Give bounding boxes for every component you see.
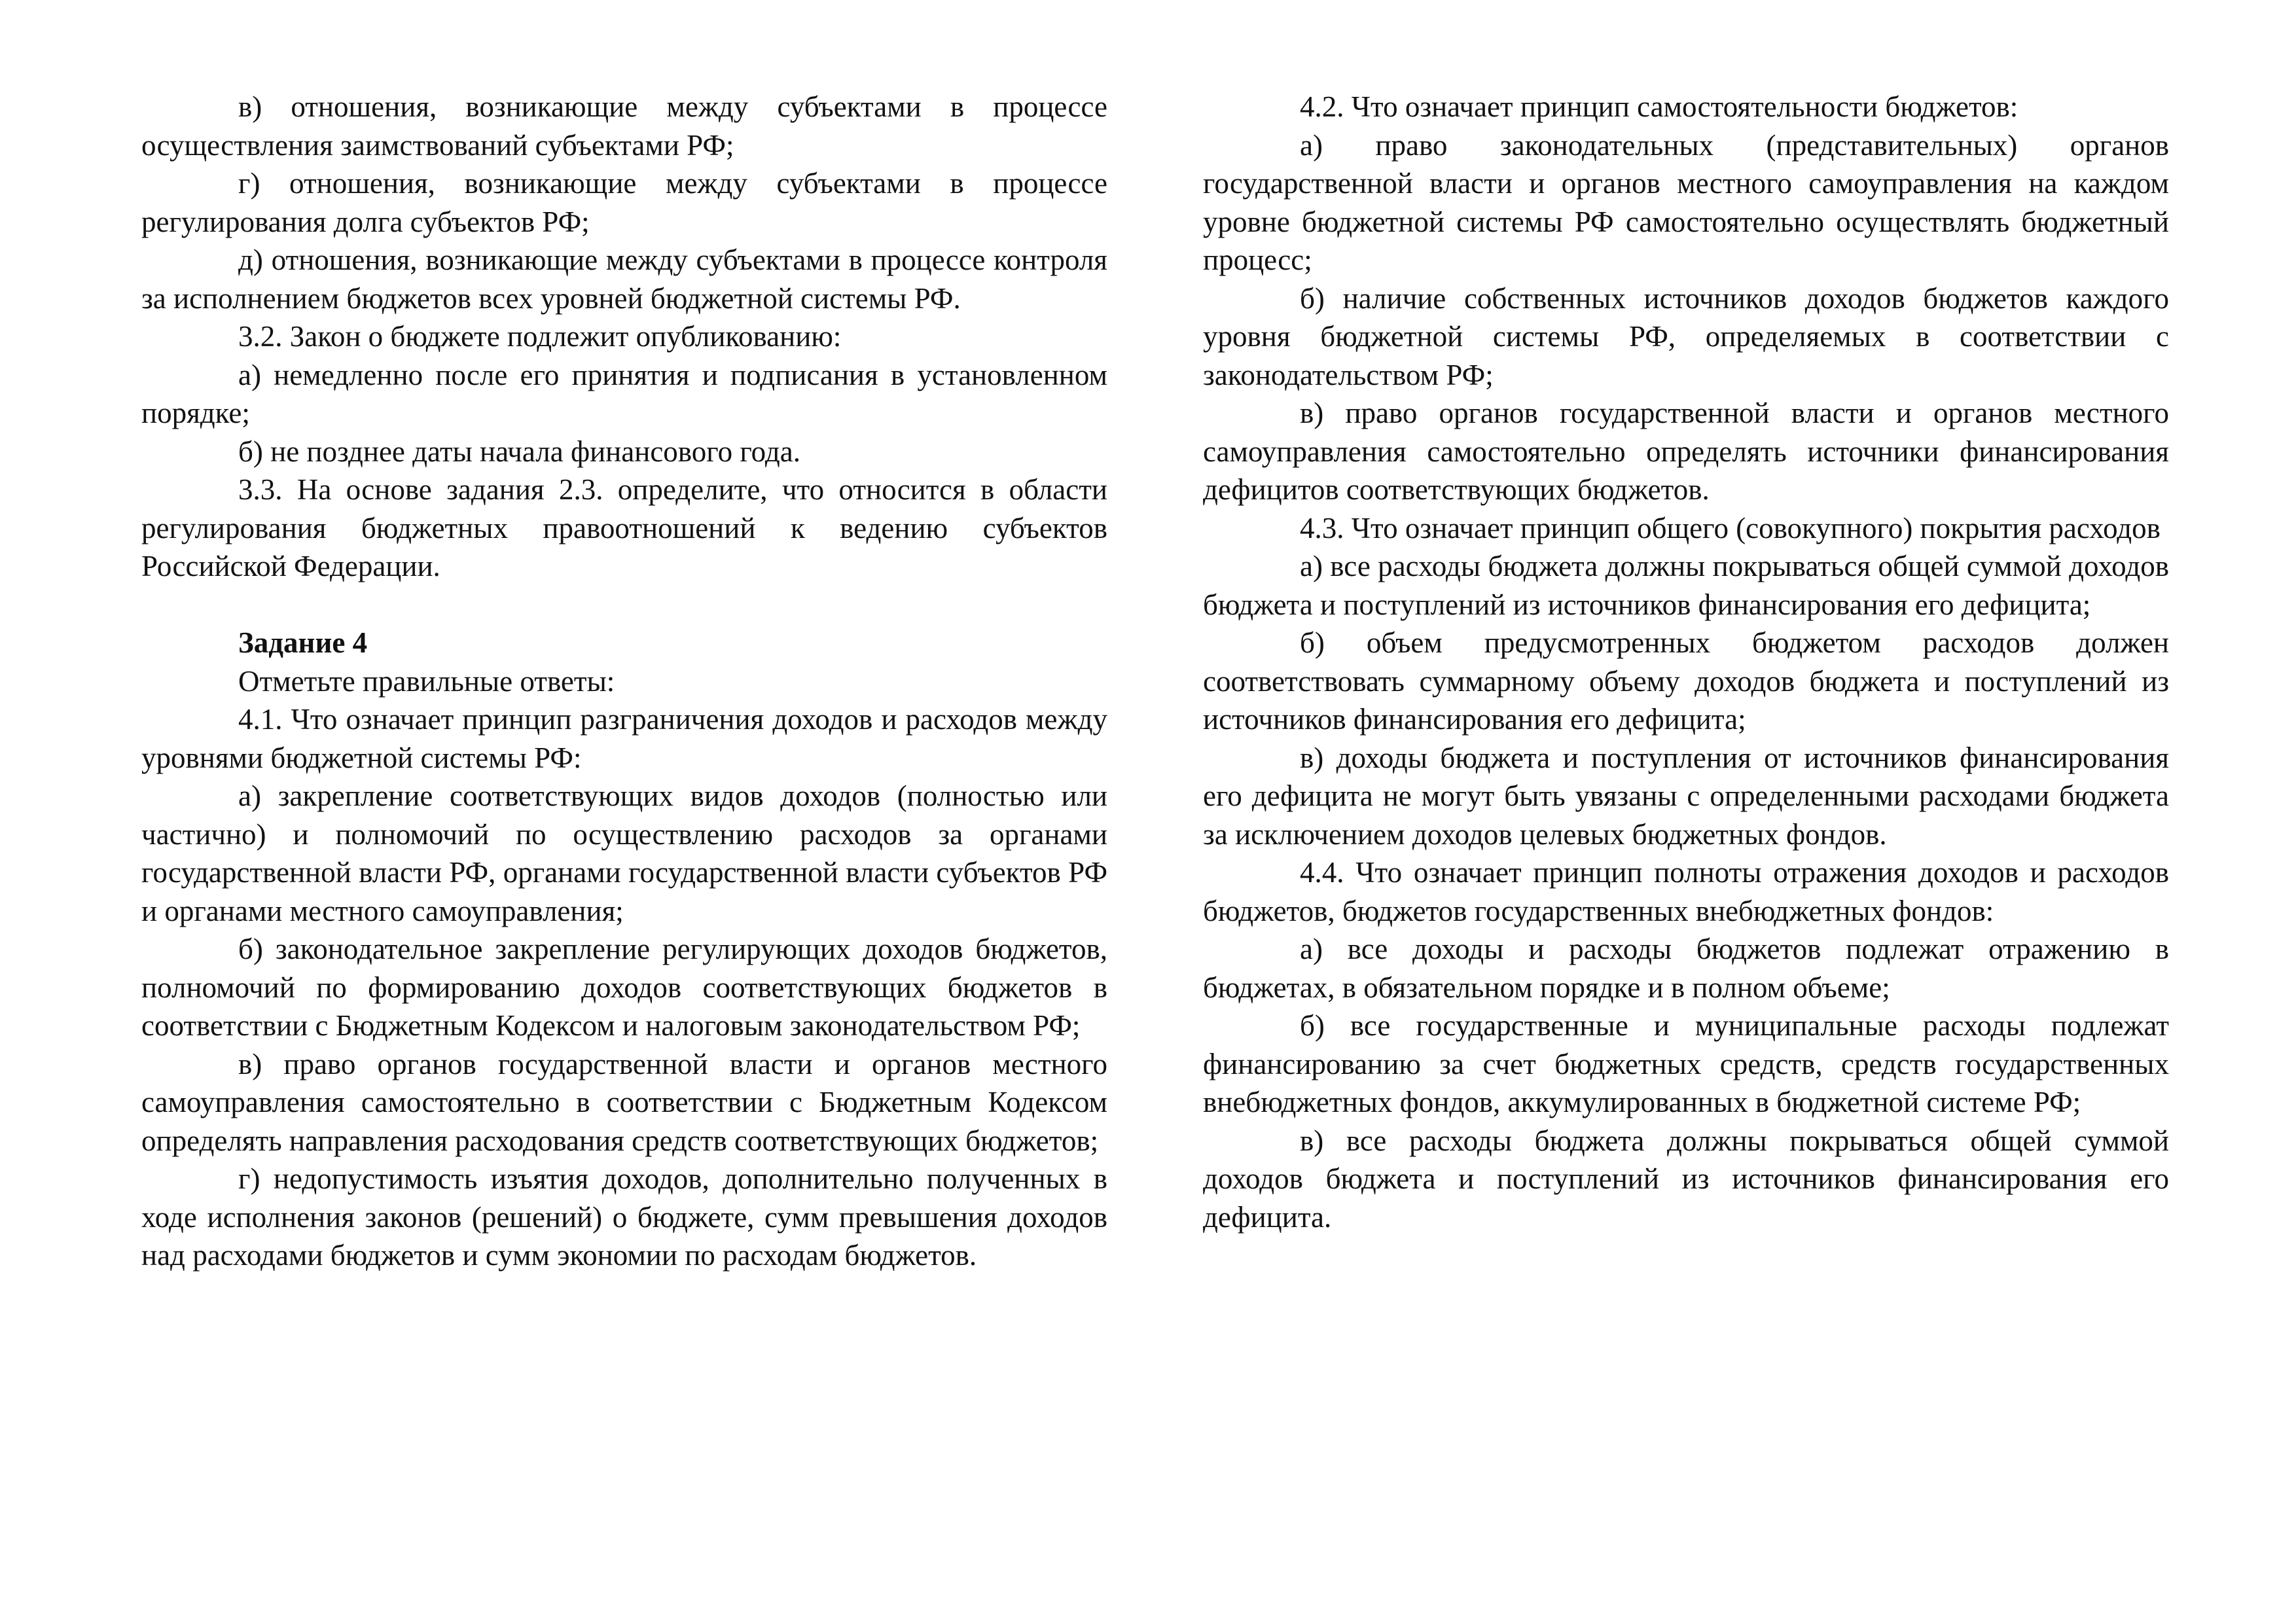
paragraph: а) немедленно после его принятия и подписания в установленном порядке; bbox=[141, 358, 1107, 429]
right-page bbox=[1203, 88, 2169, 1236]
paragraph: 4.1. Что означает принцип разграничения доходов и расходов между уровнями бюджетной системы РФ: bbox=[141, 703, 1107, 774]
paragraph: б) не позднее даты начала финансового года. bbox=[238, 435, 800, 468]
paragraph: 3.3. На основе задания 2.3. определите, что относится в области регулирования бюджетных правоотношений к ведению субъектов Российской Федерации. bbox=[141, 473, 1107, 582]
paragraph: г) недопустимость изъятия доходов, дополнительно полученных в ходе исполнения законов (решений) о бюджете, сумм превышения доходов над расходами бюджетов и сумм экономии по расходам бюджетов. bbox=[141, 1162, 1107, 1272]
paragraph: а) все доходы и расходы бюджетов подлежат отражению в бюджетах, в обязательном порядке и в полном объеме; bbox=[1203, 933, 2169, 1004]
paragraph: а) закрепление соответствующих видов доходов (полностью или частично) и полномочий по осуществлению расходов за органами государственной власти РФ, органами государственной власти субъектов РФ и органами местного самоуправления; bbox=[141, 779, 1107, 927]
paragraph: б) наличие собственных источников доходов бюджетов каждого уровня бюджетной системы РФ, определяемых в соответствии с законодательством РФ; bbox=[1203, 281, 2169, 391]
section-heading: Задание 4 bbox=[238, 626, 368, 659]
paragraph: г) отношения, возникающие между субъектами в процессе регулирования долга субъектов РФ; bbox=[141, 167, 1107, 238]
paragraph: Отметьте правильные ответы: bbox=[238, 664, 615, 698]
paragraph: б) все государственные и муниципальные расходы подлежат финансированию за счет бюджетных средств, средств государственных внебюджетных фондов, аккумулированных в бюджетной системе РФ; bbox=[1203, 1009, 2169, 1118]
paragraph: 3.2. Закон о бюджете подлежит опубликованию: bbox=[238, 320, 842, 353]
paragraph: в) отношения, возникающие между субъектами в процессе осуществления заимствований субъектами РФ; bbox=[141, 90, 1107, 162]
paragraph: б) объем предусмотренных бюджетом расходов должен соответствовать суммарному объему доходов бюджета и поступлений из источников финансирования его дефицита; bbox=[1203, 626, 2169, 736]
paragraph: а) право законодательных (представительных) органов государственной власти и органов местного самоуправления на каждом уровне бюджетной системы РФ самостоятельно осуществлять бюджетный процесс; bbox=[1203, 128, 2169, 276]
paragraph: 4.2. Что означает принцип самостоятельности бюджетов: bbox=[1300, 90, 2018, 123]
paragraph: в) право органов государственной власти и органов местного самоуправления самостоятельно в соответствии с Бюджетным Кодексом определять направления расходования средств соответствующих бюджетов; bbox=[141, 1047, 1107, 1157]
blank-line bbox=[141, 586, 1107, 624]
left-page bbox=[141, 88, 1107, 1275]
paragraph: 4.4. Что означает принцип полноты отражения доходов и расходов бюджетов, бюджетов государственных внебюджетных фондов: bbox=[1203, 856, 2169, 927]
paragraph: в) все расходы бюджета должны покрываться общей суммой доходов бюджета и поступлений из источников финансирования его дефицита. bbox=[1203, 1124, 2169, 1234]
paragraph: д) отношения, возникающие между субъектами в процессе контроля за исполнением бюджетов всех уровней бюджетной системы РФ. bbox=[141, 243, 1107, 315]
paragraph: в) доходы бюджета и поступления от источников финансирования его дефицита не могут быть увязаны с определенными расходами бюджета за исключением доходов целевых бюджетных фондов. bbox=[1203, 741, 2169, 851]
paragraph: а) все расходы бюджета должны покрываться общей суммой доходов бюджета и поступлений из источников финансирования его дефицита; bbox=[1203, 550, 2169, 621]
paragraph: 4.3. Что означает принцип общего (совокупного) покрытия расходов bbox=[1300, 511, 2161, 544]
paragraph: б) законодательное закрепление регулирующих доходов бюджетов, полномочий по формированию доходов соответствующих бюджетов в соответствии с Бюджетным Кодексом и налоговым законодательством РФ; bbox=[141, 933, 1107, 1042]
paragraph: в) право органов государственной власти и органов местного самоуправления самостоятельно определять источники финансирования дефицитов соответствующих бюджетов. bbox=[1203, 397, 2169, 506]
